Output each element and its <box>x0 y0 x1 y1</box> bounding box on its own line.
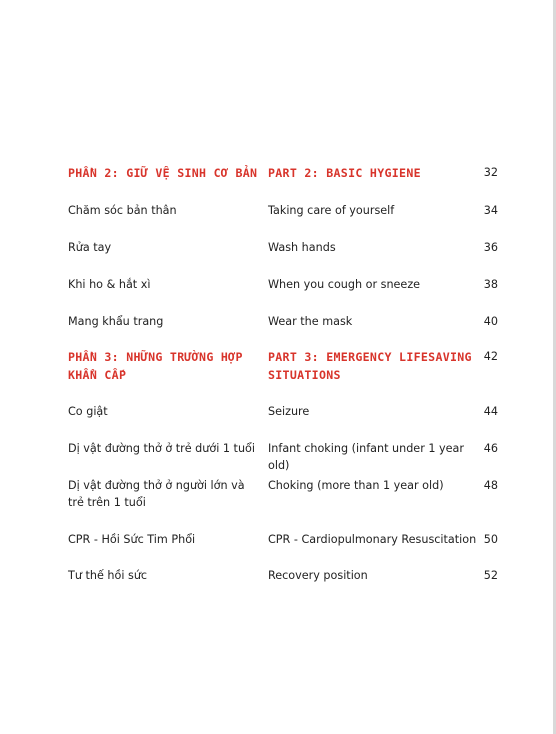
heading-en: PART 2: BASIC HYGIENE <box>268 166 421 180</box>
page-number: 50 <box>483 533 498 546</box>
entry-vi: Dị vật đường thở ở người lớn và trẻ trên 1 tuổi <box>68 479 245 509</box>
page-number: 46 <box>483 442 498 455</box>
entry-vi: Mang khẩu trang <box>68 315 164 328</box>
heading-en: PART 3: EMERGENCY LIFESAVING SITUATIONS <box>268 350 472 382</box>
entry-vi: Co giật <box>68 405 108 418</box>
page-number: 32 <box>483 166 498 179</box>
entry-en: Taking care of yourself <box>268 204 395 217</box>
page-number: 40 <box>483 315 498 328</box>
page-number: 36 <box>483 241 498 254</box>
entry-en: Infant choking (infant under 1 year old) <box>268 442 464 472</box>
entry-vi: Dị vật đường thở ở trẻ dưới 1 tuổi <box>68 442 255 455</box>
entry-en: Choking (more than 1 year old) <box>268 479 444 492</box>
entry-en: CPR - Cardiopulmonary Resuscitation <box>268 533 477 546</box>
heading-vi: PHẦN 2: GIỮ VỆ SINH CƠ BẢN <box>68 166 258 180</box>
entry-en: Wash hands <box>268 241 336 254</box>
page-number: 44 <box>483 405 498 418</box>
page-number: 34 <box>483 204 498 217</box>
entry-vi: Rửa tay <box>68 241 112 254</box>
entry-vi: CPR - Hồi Sức Tim Phổi <box>68 533 196 546</box>
entry-en: Wear the mask <box>268 315 353 328</box>
page-number: 52 <box>483 569 498 582</box>
page-number: 38 <box>483 278 498 291</box>
entry-en: Recovery position <box>268 569 368 582</box>
heading-vi: PHẦN 3: NHỮNG TRƯỜNG HỢP KHẨN CẤP <box>68 350 243 382</box>
entry-en: When you cough or sneeze <box>268 278 421 291</box>
entry-vi: Khi ho & hắt xì <box>68 278 151 291</box>
page-number: 48 <box>483 479 498 492</box>
page-number: 42 <box>483 350 498 363</box>
entry-vi: Chăm sóc bản thân <box>68 204 177 217</box>
entry-en: Seizure <box>268 405 310 418</box>
entry-vi: Tư thế hồi sức <box>68 569 148 582</box>
